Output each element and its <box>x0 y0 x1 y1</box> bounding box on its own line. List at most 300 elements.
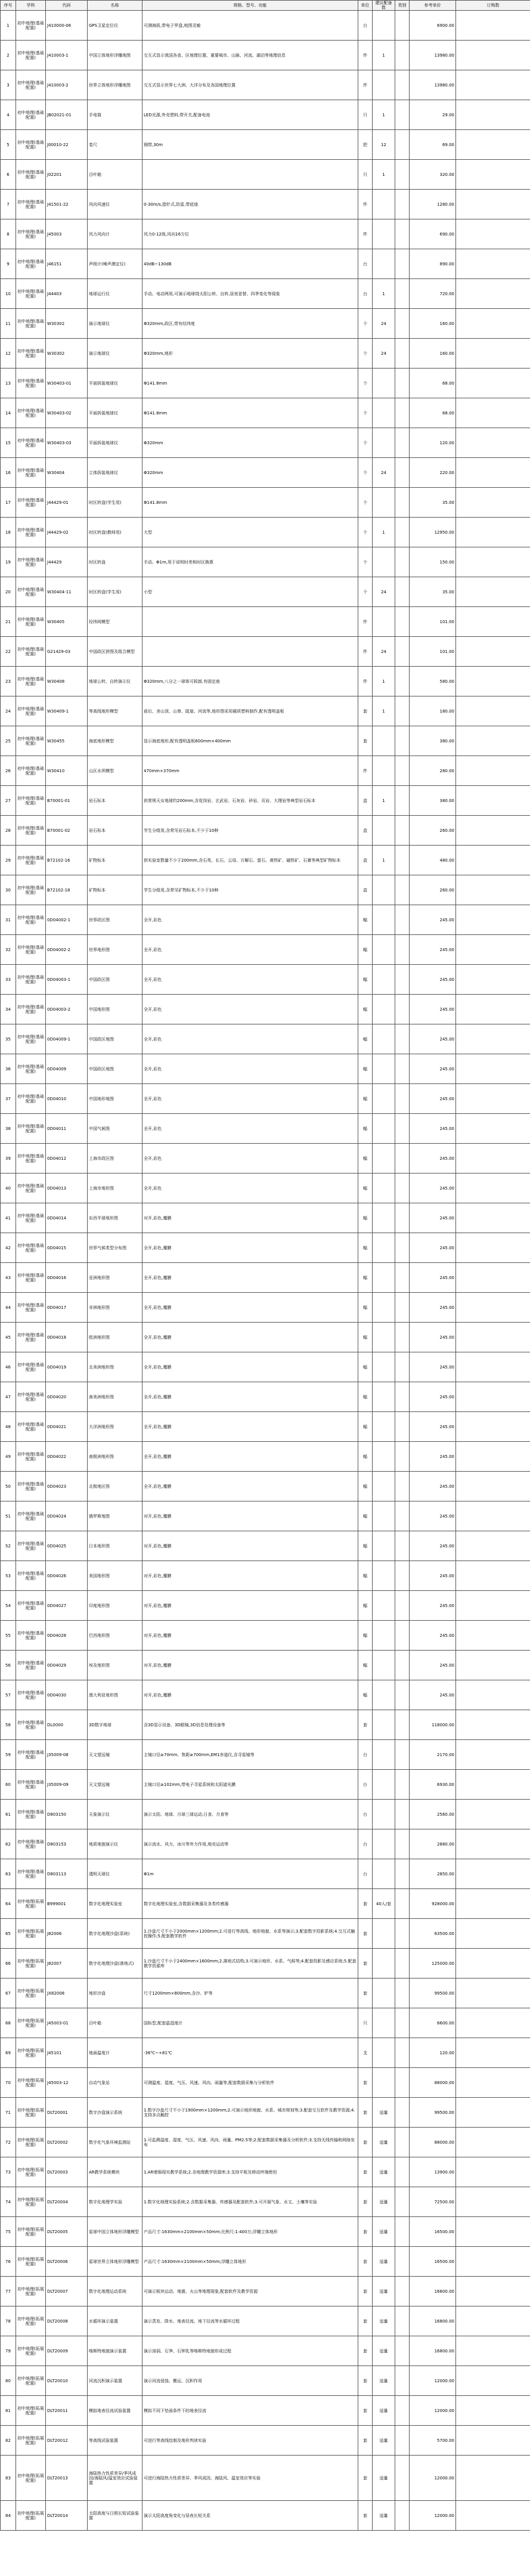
name-cell: 平面拆装地球仪 <box>88 369 142 398</box>
spec-cell: 0-30m/s,指针式,防雷,带底座 <box>142 190 358 219</box>
qty-cell <box>373 1859 395 1889</box>
price-cell: 101.00 <box>410 607 456 637</box>
order-cell[interactable] <box>456 100 530 130</box>
code-cell: 0D04012 <box>46 1144 88 1174</box>
price-cell: 16800.00 <box>410 2336 456 2366</box>
table-row <box>1 2396 530 2426</box>
price-cell: 480.00 <box>410 846 456 875</box>
qty-cell: 适量 <box>373 2336 395 2366</box>
order-cell[interactable] <box>456 219 530 249</box>
spec-cell: 可测温度、湿度、气压、风速、风向、雨量等,配套数据采集与分析软件 <box>142 2068 358 2098</box>
subject-cell: 初中地理(基础配置) <box>16 547 46 577</box>
price-cell: 6600.00 <box>410 2008 456 2038</box>
unit-cell: 幅 <box>358 1084 373 1114</box>
qty-cell <box>373 1084 395 1114</box>
unit-cell: 套 <box>358 2336 373 2366</box>
unit-cell: 套 <box>358 2366 373 2396</box>
category-cell <box>395 2426 410 2456</box>
spec-cell: 对开,彩色,覆膜 <box>142 1203 358 1233</box>
order-cell[interactable] <box>456 875 530 905</box>
name-cell: 地球运行仪 <box>88 279 142 309</box>
spec-cell: 全开,彩色,覆膜 <box>142 1352 358 1382</box>
category-cell <box>395 1770 410 1800</box>
name-cell: 印度地形图 <box>88 1591 142 1621</box>
order-cell[interactable] <box>456 2068 530 2098</box>
row-number: 69 <box>1 2038 16 2068</box>
qty-cell <box>373 1293 395 1323</box>
subject-cell: 初中地理(基础配置) <box>16 458 46 488</box>
order-cell[interactable] <box>456 2038 530 2068</box>
category-cell <box>395 1591 410 1621</box>
price-cell: 120.00 <box>410 428 456 458</box>
order-cell[interactable] <box>456 1144 530 1174</box>
unit-cell: 件 <box>358 41 373 70</box>
qty-cell <box>373 428 395 458</box>
row-number: 58 <box>1 1710 16 1740</box>
subject-cell: 初中地理(基础配置) <box>16 518 46 547</box>
category-cell <box>395 1203 410 1233</box>
order-cell[interactable] <box>456 1442 530 1472</box>
subject-cell: 初中地理(拓展配置) <box>16 2366 46 2396</box>
order-cell[interactable] <box>456 2247 530 2277</box>
price-cell: 12000.00 <box>410 2456 456 2501</box>
price-cell: 720.00 <box>410 279 456 309</box>
qty-cell <box>373 1591 395 1621</box>
order-cell[interactable] <box>456 2187 530 2217</box>
row-number: 65 <box>1 1919 16 1949</box>
qty-cell <box>373 249 395 279</box>
unit-cell: 套 <box>358 2247 373 2277</box>
unit-cell: 把 <box>358 130 373 160</box>
order-cell[interactable] <box>456 846 530 875</box>
name-cell: 数字化地理学实验 <box>88 2187 142 2217</box>
order-cell[interactable] <box>456 70 530 100</box>
order-cell[interactable] <box>456 2128 530 2157</box>
spec-cell: 显示海底地形,配有透明盖板600mm×400mm <box>142 726 358 756</box>
order-cell[interactable] <box>456 160 530 190</box>
order-cell[interactable] <box>456 1531 530 1561</box>
qty-cell: 适量 <box>373 2277 395 2306</box>
qty-cell <box>373 1531 395 1561</box>
spec-cell <box>142 637 358 667</box>
unit-cell: 盒 <box>358 786 373 816</box>
order-cell[interactable] <box>456 1561 530 1591</box>
unit-cell: 台 <box>358 1859 373 1889</box>
category-cell <box>395 369 410 398</box>
row-number: 40 <box>1 1174 16 1203</box>
price-cell: 320.00 <box>410 160 456 190</box>
name-cell: 风力风向计 <box>88 219 142 249</box>
code-cell: DLT20004 <box>46 2187 88 2217</box>
order-cell[interactable] <box>456 1382 530 1412</box>
order-cell[interactable] <box>456 41 530 70</box>
category-cell <box>395 2366 410 2396</box>
order-cell[interactable] <box>456 1591 530 1621</box>
subject-cell: 初中地理(基础配置) <box>16 70 46 100</box>
table-row <box>1 1233 530 1263</box>
order-cell[interactable] <box>456 279 530 309</box>
row-number: 33 <box>1 965 16 995</box>
order-cell[interactable] <box>456 2008 530 2038</box>
spec-cell: 全开,彩色 <box>142 1084 358 1114</box>
order-cell[interactable] <box>456 1054 530 1084</box>
order-cell[interactable] <box>456 1024 530 1054</box>
code-cell: DLT20006 <box>46 2247 88 2277</box>
category-cell <box>395 1024 410 1054</box>
name-cell: 世界气候类型分布图 <box>88 1233 142 1263</box>
order-cell[interactable] <box>456 637 530 667</box>
spec-cell: 全开,彩色 <box>142 1144 358 1174</box>
code-cell: J45003-12 <box>46 2068 88 2098</box>
qty-cell <box>373 995 395 1024</box>
subject-cell: 初中地理(基础配置) <box>16 428 46 458</box>
order-cell[interactable] <box>456 1293 530 1323</box>
order-cell[interactable] <box>456 249 530 279</box>
category-cell <box>395 1680 410 1710</box>
spec-cell: Φ320mm <box>142 458 358 488</box>
category-cell <box>395 309 410 339</box>
unit-cell: 套 <box>358 1889 373 1919</box>
row-number: 7 <box>1 190 16 219</box>
code-cell: J82007 <box>46 1949 88 1979</box>
category-cell <box>395 428 410 458</box>
row-number: 72 <box>1 2128 16 2157</box>
order-cell[interactable] <box>456 398 530 428</box>
table-row <box>1 1501 530 1531</box>
table-row <box>1 309 530 339</box>
price-cell: 2850.00 <box>410 1859 456 1889</box>
order-cell[interactable] <box>456 1084 530 1114</box>
order-cell[interactable] <box>456 1770 530 1800</box>
row-number: 81 <box>1 2396 16 2426</box>
header-code: 代码 <box>46 1 88 11</box>
code-cell: W30410 <box>46 756 88 786</box>
order-cell[interactable] <box>456 369 530 398</box>
order-cell[interactable] <box>456 1233 530 1263</box>
table-row <box>1 2501 530 2531</box>
order-cell[interactable] <box>456 1501 530 1531</box>
unit-cell: 幅 <box>358 1680 373 1710</box>
table-row <box>1 726 530 756</box>
order-cell[interactable] <box>456 2098 530 2128</box>
order-cell[interactable] <box>456 1829 530 1859</box>
table-row <box>1 1680 530 1710</box>
table-row <box>1 637 530 667</box>
spec-cell: 全开,彩色 <box>142 995 358 1024</box>
order-cell[interactable] <box>456 2456 530 2501</box>
price-cell: 16500.00 <box>410 2217 456 2247</box>
unit-cell: 幅 <box>358 1114 373 1144</box>
name-cell: 地质地貌演示仪 <box>88 1829 142 1859</box>
price-cell: 125000.00 <box>410 1949 456 1979</box>
name-cell: 俄罗斯地图 <box>88 1501 142 1531</box>
qty-cell: 24 <box>373 309 395 339</box>
order-cell[interactable] <box>456 935 530 965</box>
code-cell: J45003 <box>46 219 88 249</box>
qty-cell <box>373 1054 395 1084</box>
order-cell[interactable] <box>456 1651 530 1680</box>
order-cell[interactable] <box>456 2336 530 2366</box>
table-row <box>1 1293 530 1323</box>
category-cell <box>395 1740 410 1770</box>
unit-cell: 套 <box>358 2068 373 2098</box>
category-cell <box>395 100 410 130</box>
code-cell: J44429-01 <box>46 488 88 518</box>
price-cell: 245.00 <box>410 1442 456 1472</box>
price-cell: 160.00 <box>410 309 456 339</box>
spec-cell: Φ141.8mm <box>142 488 358 518</box>
spec-cell: 产品尺寸:1630mm×2100mm×50mm;比例尺:1:400万;浮雕立体地形 <box>142 2217 358 2247</box>
table-row <box>1 667 530 696</box>
unit-cell: 件 <box>358 70 373 100</box>
category-cell <box>395 1472 410 1501</box>
order-cell[interactable] <box>456 816 530 846</box>
order-cell[interactable] <box>456 905 530 935</box>
price-cell: 29.00 <box>410 100 456 130</box>
code-cell: 0D04027 <box>46 1591 88 1621</box>
table-row <box>1 2366 530 2396</box>
table-row <box>1 41 530 70</box>
order-cell[interactable] <box>456 2501 530 2531</box>
category-cell <box>395 1084 410 1114</box>
unit-cell: 幅 <box>358 1621 373 1651</box>
order-cell[interactable] <box>456 2426 530 2456</box>
table-row <box>1 1174 530 1203</box>
code-cell: DLT20012 <box>46 2426 88 2456</box>
order-cell[interactable] <box>456 786 530 816</box>
spec-cell: 可进行等高线绘制及地形判读实验 <box>142 2426 358 2456</box>
spec-cell: 全开,彩色,覆膜 <box>142 1382 358 1412</box>
order-cell[interactable] <box>456 1919 530 1949</box>
spec-cell: 1.数字化地理实验系统;2.含数据采集器、传感器及配套软件;3.可开展气象、水文、土壤等实验 <box>142 2187 358 2217</box>
order-cell[interactable] <box>456 1323 530 1352</box>
price-cell: 245.00 <box>410 1561 456 1591</box>
order-cell[interactable] <box>456 2366 530 2396</box>
order-cell[interactable] <box>456 2217 530 2247</box>
qty-cell <box>373 2068 395 2098</box>
row-number: 75 <box>1 2217 16 2247</box>
unit-cell: 套 <box>358 1919 373 1949</box>
name-cell: 百叶箱 <box>88 160 142 190</box>
order-cell[interactable] <box>456 607 530 637</box>
order-cell[interactable] <box>456 995 530 1024</box>
order-cell[interactable] <box>456 1949 530 1979</box>
category-cell <box>395 1651 410 1680</box>
order-cell[interactable] <box>456 1889 530 1919</box>
qty-cell <box>373 219 395 249</box>
order-cell[interactable] <box>456 577 530 607</box>
row-number: 47 <box>1 1382 16 1412</box>
code-cell: J82006 <box>46 1919 88 1949</box>
row-number: 54 <box>1 1591 16 1621</box>
qty-cell <box>373 1651 395 1680</box>
row-number: 84 <box>1 2501 16 2531</box>
row-number: 39 <box>1 1144 16 1174</box>
name-cell: 日本地形图 <box>88 1531 142 1561</box>
price-cell: 890.00 <box>410 249 456 279</box>
unit-cell: 幅 <box>358 1531 373 1561</box>
order-cell[interactable] <box>456 1174 530 1203</box>
price-cell: 380.00 <box>410 786 456 816</box>
unit-cell: 只 <box>358 100 373 130</box>
table-row <box>1 2426 530 2456</box>
code-cell: DL0000 <box>46 1710 88 1740</box>
order-cell[interactable] <box>456 965 530 995</box>
name-cell: 东西半球地形图 <box>88 1203 142 1233</box>
order-cell[interactable] <box>456 1621 530 1651</box>
row-number: 16 <box>1 458 16 488</box>
table-row <box>1 875 530 905</box>
name-cell: AR教学系统模块 <box>88 2157 142 2187</box>
order-cell[interactable] <box>456 190 530 219</box>
category-cell <box>395 2187 410 2217</box>
row-number: 21 <box>1 607 16 637</box>
unit-cell: 支 <box>358 2038 373 2068</box>
spec-cell: 前后、舍山顶、山脊、陡崖、河流等,地形图采用硬质塑料制作,配有透明盖板 <box>142 696 358 726</box>
subject-cell: 初中地理(基础配置) <box>16 1174 46 1203</box>
row-number: 17 <box>1 488 16 518</box>
order-cell[interactable] <box>456 458 530 488</box>
order-cell[interactable] <box>456 756 530 786</box>
order-cell[interactable] <box>456 1472 530 1501</box>
order-cell[interactable] <box>456 11 530 41</box>
qty-cell <box>373 70 395 100</box>
table-row <box>1 1651 530 1680</box>
table-row <box>1 1531 530 1561</box>
price-cell: 160.00 <box>410 339 456 369</box>
order-cell[interactable] <box>456 1114 530 1144</box>
order-cell[interactable] <box>456 2396 530 2426</box>
subject-cell: 初中地理(拓展配置) <box>16 2157 46 2187</box>
order-cell[interactable] <box>456 2306 530 2336</box>
qty-cell <box>373 875 395 905</box>
code-cell: J00010-22 <box>46 130 88 160</box>
row-number: 67 <box>1 1979 16 2008</box>
code-cell: J35009-09 <box>46 1770 88 1800</box>
name-cell: 矿物标本 <box>88 875 142 905</box>
table-row <box>1 816 530 846</box>
order-cell[interactable] <box>456 1800 530 1829</box>
order-cell[interactable] <box>456 428 530 458</box>
order-cell[interactable] <box>456 2277 530 2306</box>
order-cell[interactable] <box>456 309 530 339</box>
price-cell: 245.00 <box>410 1651 456 1680</box>
unit-cell: 套 <box>358 1979 373 2008</box>
code-cell: J45003-01 <box>46 2008 88 2038</box>
order-cell[interactable] <box>456 1263 530 1293</box>
price-cell: 5700.00 <box>410 2426 456 2456</box>
order-cell[interactable] <box>456 726 530 756</box>
spec-cell: 演示溶洞、石笋、石钟乳等喀斯特地貌形成过程 <box>142 2336 358 2366</box>
code-cell: JB02021-01 <box>46 100 88 130</box>
category-cell <box>395 1412 410 1442</box>
code-cell: W30302 <box>46 309 88 339</box>
table-row <box>1 1203 530 1233</box>
code-cell: 0D04030 <box>46 1680 88 1710</box>
price-cell: 280.00 <box>410 756 456 786</box>
category-cell <box>395 2008 410 2038</box>
order-cell[interactable] <box>456 696 530 726</box>
unit-cell: 幅 <box>358 1472 373 1501</box>
name-cell: 澳大利亚地形图 <box>88 1680 142 1710</box>
unit-cell: 套 <box>358 2217 373 2247</box>
qty-cell <box>373 369 395 398</box>
qty-cell <box>373 816 395 846</box>
qty-cell <box>373 11 395 41</box>
qty-cell: 适量 <box>373 2128 395 2157</box>
code-cell: 0D04028 <box>46 1621 88 1651</box>
order-cell[interactable] <box>456 1203 530 1233</box>
price-cell: 101.00 <box>410 637 456 667</box>
order-cell[interactable] <box>456 2157 530 2187</box>
code-cell: DLT20008 <box>46 2306 88 2336</box>
name-cell: 百叶箱 <box>88 2008 142 2038</box>
row-number: 37 <box>1 1084 16 1114</box>
price-cell: 88000.00 <box>410 2128 456 2157</box>
unit-cell: 幅 <box>358 1591 373 1621</box>
order-cell[interactable] <box>456 667 530 696</box>
table-row <box>1 2456 530 2501</box>
price-cell: 245.00 <box>410 1293 456 1323</box>
row-number: 12 <box>1 339 16 369</box>
code-cell: 0D04011 <box>46 1114 88 1144</box>
order-cell[interactable] <box>456 1710 530 1740</box>
row-number: 14 <box>1 398 16 428</box>
spec-cell: 大型 <box>142 518 358 547</box>
spec-cell: 对开,彩色,覆膜 <box>142 1621 358 1651</box>
order-cell[interactable] <box>456 1740 530 1770</box>
subject-cell: 初中地理(基础配置) <box>16 41 46 70</box>
name-cell: 世界立体地形浮雕地图 <box>88 70 142 100</box>
unit-cell: 盒 <box>358 875 373 905</box>
price-cell: 68.00 <box>410 369 456 398</box>
subject-cell: 初中地理(基础配置) <box>16 637 46 667</box>
spec-cell: Φ320mm,八分之一球体可拆卸,有固定座 <box>142 667 358 696</box>
header-name: 名称 <box>88 1 142 11</box>
qty-cell <box>373 1710 395 1740</box>
unit-cell: 套 <box>358 2426 373 2456</box>
category-cell <box>395 1144 410 1174</box>
row-number: 77 <box>1 2277 16 2306</box>
order-cell[interactable] <box>456 1859 530 1889</box>
price-cell: 245.00 <box>410 1144 456 1174</box>
code-cell: 0D04024 <box>46 1501 88 1531</box>
header-qty: 建议配备数 <box>373 1 395 11</box>
table-row <box>1 696 530 726</box>
unit-cell: 台 <box>358 1740 373 1770</box>
order-cell[interactable] <box>456 518 530 547</box>
order-cell[interactable] <box>456 547 530 577</box>
order-cell[interactable] <box>456 1979 530 2008</box>
name-cell: 中国政区图 <box>88 965 142 995</box>
subject-cell: 初中地理(拓展配置) <box>16 2277 46 2306</box>
table-row <box>1 100 530 130</box>
order-cell[interactable] <box>456 1412 530 1442</box>
spec-cell: 全开,彩色,覆膜 <box>142 1293 358 1323</box>
order-cell[interactable] <box>456 339 530 369</box>
code-cell: J46151 <box>46 249 88 279</box>
code-cell: DLT20011 <box>46 2396 88 2426</box>
code-cell: D803153 <box>46 1829 88 1859</box>
order-cell[interactable] <box>456 488 530 518</box>
subject-cell: 初中地理(基础配置) <box>16 1382 46 1412</box>
order-cell[interactable] <box>456 1680 530 1710</box>
price-cell: 245.00 <box>410 1531 456 1561</box>
order-cell[interactable] <box>456 1352 530 1382</box>
category-cell <box>395 965 410 995</box>
order-cell[interactable] <box>456 130 530 160</box>
category-cell <box>395 1382 410 1412</box>
